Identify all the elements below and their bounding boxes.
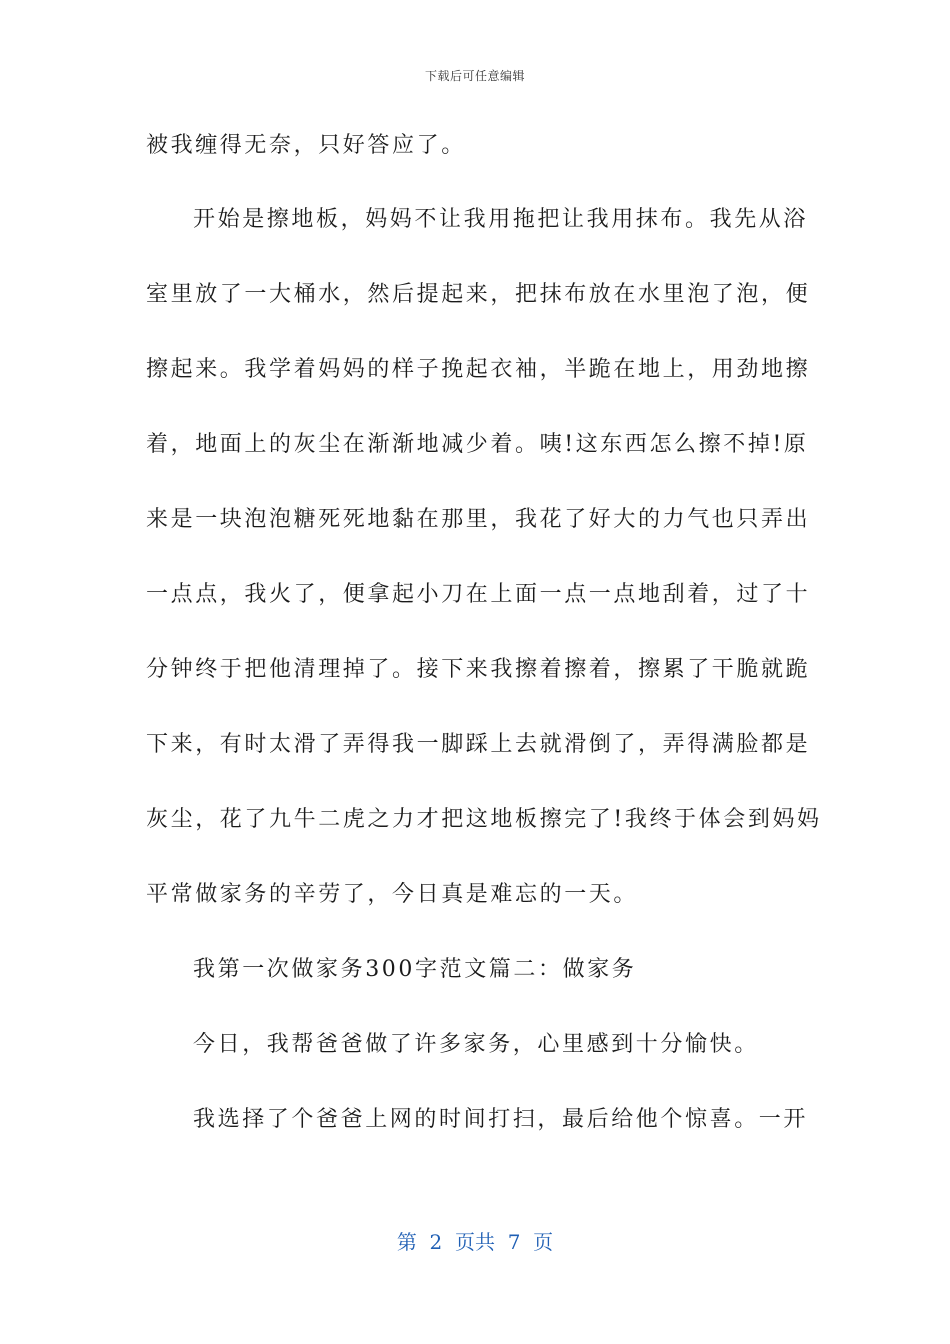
page-number-footer: 第 2 页共 7 页 bbox=[396, 1230, 554, 1254]
body-line: 下来，有时太滑了弄得我一脚踩上去就滑倒了，弄得满脸都是 bbox=[146, 732, 811, 757]
section-title: 我第一次做家务300字范文篇二：做家务 bbox=[193, 957, 637, 982]
body-line: 着，地面上的灰尘在渐渐地减少着。咦!这东西怎么擦不掉!原 bbox=[146, 432, 809, 457]
paragraph-start-line: 开始是擦地板，妈妈不让我用拖把让我用抹布。我先从浴 bbox=[193, 207, 809, 232]
body-line: 分钟终于把他清理掉了。接下来我擦着擦着，擦累了干脆就跪 bbox=[146, 657, 811, 682]
paragraph-start-line: 我选择了个爸爸上网的时间打扫，最后给他个惊喜。一开 bbox=[193, 1107, 809, 1132]
paragraph-start-line: 今日，我帮爸爸做了许多家务，心里感到十分愉快。 bbox=[193, 1032, 759, 1057]
body-line: 来是一块泡泡糖死死地黏在那里，我花了好大的力气也只弄出 bbox=[146, 507, 811, 532]
body-line: 平常做家务的辛劳了，今日真是难忘的一天。 bbox=[146, 882, 639, 907]
body-line: 被我缠得无奈，只好答应了。 bbox=[146, 133, 466, 158]
body-line: 一点点，我火了，便拿起小刀在上面一点一点地刮着，过了十 bbox=[146, 582, 811, 607]
body-line: 擦起来。我学着妈妈的样子挽起衣袖，半跪在地上，用劲地擦 bbox=[146, 357, 811, 382]
body-line: 室里放了一大桶水，然后提起来，把抹布放在水里泡了泡，便 bbox=[146, 282, 811, 307]
body-line: 灰尘，花了九牛二虎之力才把这地板擦完了!我终于体会到妈妈 bbox=[146, 807, 822, 832]
page-header: 下载后可任意编辑 bbox=[424, 69, 525, 83]
